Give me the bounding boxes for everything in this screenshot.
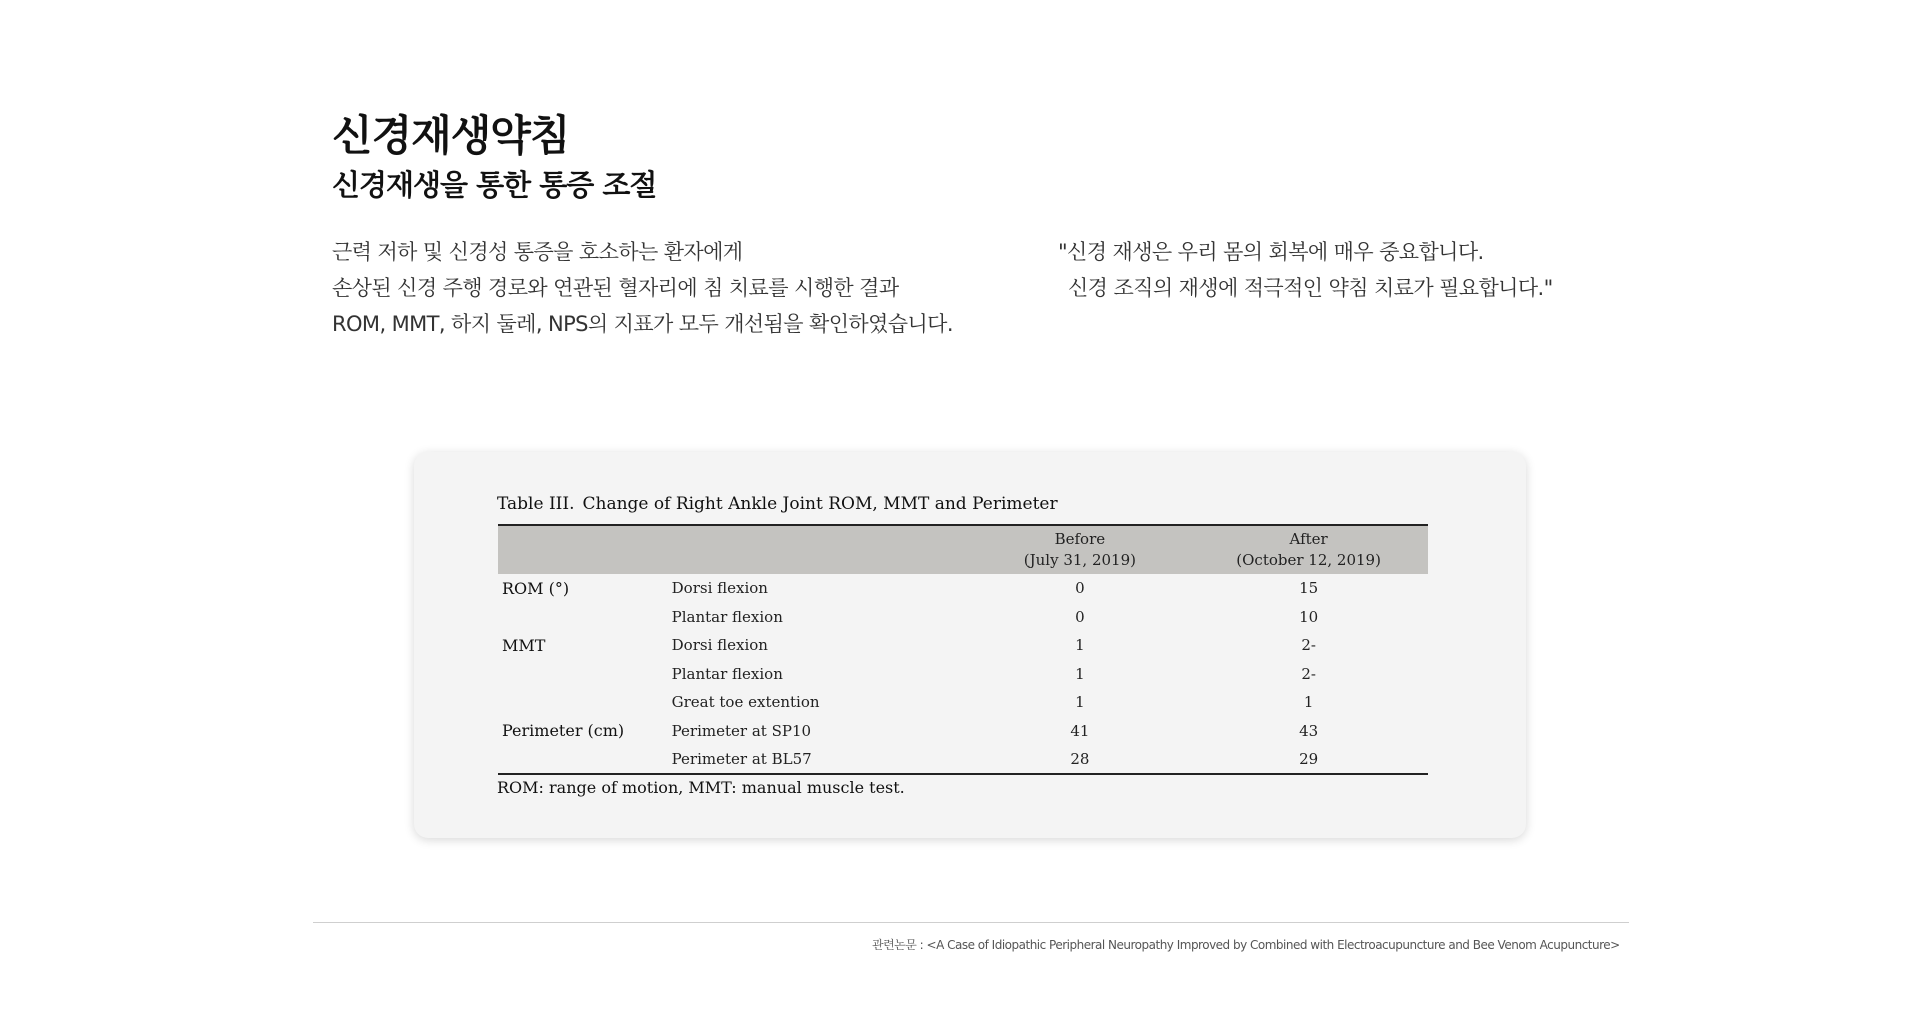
description-line: 손상된 신경 주행 경로와 연관된 혈자리에 침 치료를 시행한 결과 [332, 276, 899, 300]
row-group [498, 745, 672, 774]
header-after-date: (October 12, 2019) [1236, 551, 1381, 569]
row-label: Perimeter at BL57 [671, 749, 812, 768]
row-after-value: 15 [1299, 579, 1319, 598]
row-before-value: 1 [1075, 693, 1085, 712]
row-label: Plantar flexion [671, 607, 783, 626]
row-group: Perimeter (cm) [502, 721, 625, 741]
row-group: ROM (°) [502, 578, 570, 598]
row-before-value: 0 [1075, 607, 1085, 626]
table-row [498, 745, 1428, 774]
table-row [498, 631, 1428, 660]
table-caption-text: Change of Right Ankle Joint ROM, MMT and Perimeter [582, 494, 1058, 514]
header-after [1189, 525, 1428, 574]
table-header-row [498, 525, 1428, 574]
results-table [498, 524, 1428, 775]
row-after-value: 2- [1301, 636, 1316, 655]
row-label: Dorsi flexion [671, 579, 768, 598]
header-empty-cell [498, 525, 672, 574]
row-label: Dorsi flexion [671, 636, 768, 655]
page-title: 신경재생약침 [332, 111, 570, 160]
footer-divider [313, 922, 1629, 923]
quote-line: 신경 조직의 재생에 적극적인 약침 치료가 필요합니다." [1068, 276, 1553, 300]
header-before-title: Before [1054, 530, 1106, 548]
table-row [498, 603, 1428, 632]
header-before-date: (July 31, 2019) [1023, 551, 1136, 569]
description-line: 근력 저하 및 신경성 통증을 호소하는 환자에게 [332, 240, 743, 264]
row-group [498, 688, 672, 717]
quote-text [1058, 234, 1553, 306]
table-row [498, 717, 1428, 746]
row-after-value: 10 [1299, 607, 1319, 626]
row-before-value: 1 [1075, 636, 1085, 655]
row-after-value: 1 [1303, 693, 1314, 712]
row-before-value: 0 [1075, 579, 1085, 598]
table-footnote: ROM: range of motion, MMT: manual muscle test. [497, 778, 905, 797]
row-label: Great toe extention [671, 693, 820, 712]
row-group [498, 660, 672, 689]
reference-citation: 관련논문 : <A Case of Idiopathic Peripheral Neuropathy Improved by Combined with Electroacupuncture and Bee Venom Acupuncture> [872, 938, 1620, 952]
row-group: MMT [502, 635, 546, 655]
table-row [498, 688, 1428, 717]
table-card [414, 452, 1526, 838]
page-subtitle: 신경재생을 통한 통증 조절 [332, 168, 657, 202]
row-after-value: 43 [1299, 721, 1319, 740]
table-caption-label: Table III. [497, 494, 575, 514]
row-before-value: 28 [1070, 749, 1090, 768]
table-row [498, 574, 1428, 603]
row-after-value: 29 [1299, 749, 1319, 768]
table-caption [497, 494, 1058, 514]
header-empty-cell [672, 525, 971, 574]
header-after-title: After [1289, 530, 1328, 548]
row-label: Perimeter at SP10 [671, 721, 812, 740]
header-before [971, 525, 1190, 574]
row-label: Plantar flexion [671, 664, 783, 683]
description-text [332, 234, 953, 342]
row-group [498, 603, 672, 632]
row-before-value: 1 [1075, 664, 1085, 683]
quote-line: "신경 재생은 우리 몸의 회복에 매우 중요합니다. [1058, 240, 1484, 264]
description-line: ROM, MMT, 하지 둘레, NPS의 지표가 모두 개선됨을 확인하였습니다. [332, 312, 953, 336]
row-after-value: 2- [1301, 664, 1316, 683]
row-before-value: 41 [1070, 721, 1090, 740]
table-row [498, 660, 1428, 689]
